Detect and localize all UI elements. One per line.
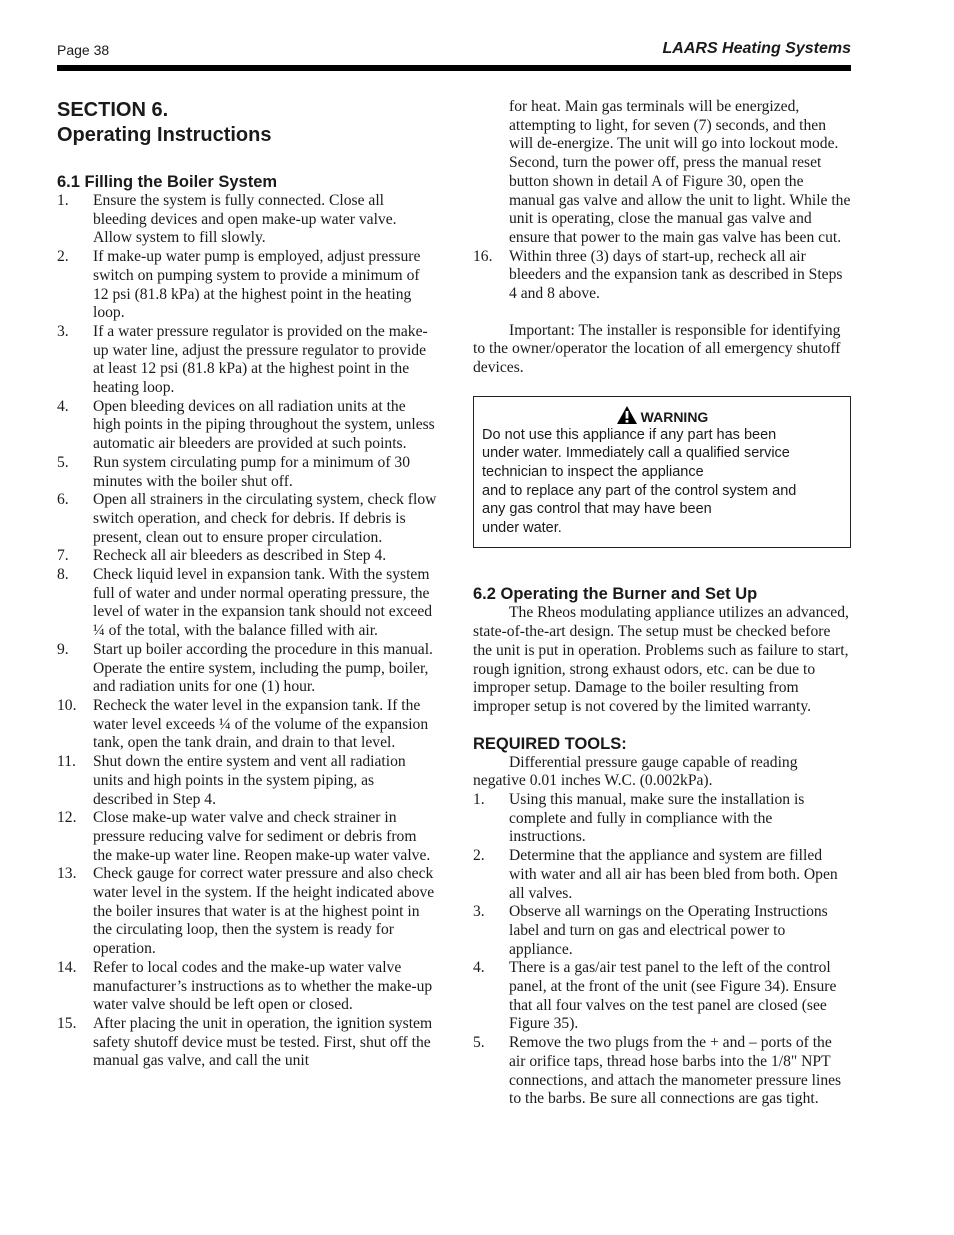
burner-intro: The Rheos modulating appliance utilizes an advanced, state-of-the-art design. The setup must be checked before the unit is put in operation. Problems such as failure to start, rough ignition, strong exhaust odors, etc. can be due to improper setup. Damage to the boiler resulting from improper setup is not covered by the limited warranty. (473, 604, 849, 715)
list-item: 8. Check liquid level in expansion tank. With the system full of water and under normal operating pressure, the level of water in the expansion tank should not exceed ¼ of the total, with the balance filled with air. (57, 566, 433, 640)
right-column (473, 98, 851, 1109)
list-item: 12. Close make-up water valve and check strainer in pressure reducing valve for sediment or debris from the make-up water line. Reopen make-up water valve. (57, 809, 431, 864)
list-item: 5. Run system circulating pump for a minimum of 30 minutes with the boiler shut off. (57, 453, 411, 490)
list-item: 5. Remove the two plugs from the + and – ports of the air orifice taps, thread hose barbs into the 1/8" NPT connections, and attach the manometer pressure lines to the barbs. Be sure all connections are gas tight. (473, 1034, 842, 1108)
list-item: 2. Determine that the appliance and system are filled with water and all air has been bled from both. Open all valves. (473, 847, 838, 902)
list-item: 14. Refer to local codes and the make-up water valve manufacturer’s instructions as to whether the make-up water valve should be left open or closed. (57, 958, 433, 1014)
warning-title: WARNING (640, 408, 709, 425)
required-tools-title: REQUIRED TOOLS: (473, 734, 627, 753)
list-item: 3. If a water pressure regulator is provided on the make-up water line, adjust the pressure regulator to provide at least 12 psi (81.8 kPa) at the highest point in the heating loop. (57, 322, 428, 397)
section-name: Operating Instructions (57, 124, 272, 146)
list-item: 13. Check gauge for correct water pressure and also check water level in the system. If the height indicated above the boiler insures that water is at the highest point in the circulating loop, then the system is ready for operation. (57, 865, 435, 958)
warning-line: under water. Immediately call a qualified service (482, 445, 790, 462)
tools-intro: Differential pressure gauge capable of reading negative 0.01 inches W.C. (0.002kPa). (473, 753, 798, 790)
left-column (57, 98, 437, 1071)
subsection-title-filling: 6.1 Filling the Boiler System (57, 173, 278, 191)
list-item: 16. Within three (3) days of start-up, recheck all air bleeders and the expansion tank as described in Steps 4 and 8 above. (473, 247, 843, 303)
warning-header (482, 405, 842, 426)
page-header (57, 40, 851, 60)
warning-line: under water. (482, 519, 562, 536)
setup-steps (473, 791, 851, 1109)
warning-line: any gas control that may have been (482, 501, 712, 518)
brand-title: LAARS Heating Systems (662, 40, 851, 57)
list-item: 1. Ensure the system is fully connected. Close all bleeding devices and open make-up water valve. Allow system to fill slowly. (57, 192, 397, 247)
list-item: 4. There is a gas/air test panel to the left of the control panel, at the front of the unit (see Figure 34). Ensure that all four valves on the test panel are closed (see Figure 35). (473, 959, 837, 1033)
step-15-continued: for heat. Main gas terminals will be energized, attempting to light, for seven (7) seconds, and then will de-energize. The unit will go into lockout mode. Second, turn the power off, press the manual reset button shown in detail A of Figure 30, open the manual gas valve and allow the unit to light. While the unit is operating, close the manual gas valve and ensure that power to the main gas valve has been cut. (509, 98, 851, 246)
filling-steps (57, 192, 437, 1071)
section-number: SECTION 6. (57, 99, 169, 121)
list-item: 1. Using this manual, make sure the installation is complete and fully in compliance with the instructions. (473, 791, 805, 846)
header-rule (57, 65, 851, 71)
list-item: 3. Observe all warnings on the Operating Instructions label and turn on gas and electrical power to appliance. (473, 903, 828, 958)
list-item: 10. Recheck the water level in the expansion tank. If the water level exceeds ¼ of the volume of the expansion tank, open the tank drain, and drain to that level. (57, 696, 429, 752)
warning-icon (616, 405, 638, 425)
subsection-title-burner: 6.2 Operating the Burner and Set Up (473, 585, 758, 604)
warning-line: Do not use this appliance if any part has been (482, 426, 777, 443)
warning-line: technician to inspect the appliance (482, 464, 704, 481)
warning-line: and to replace any part of the control system and (482, 482, 797, 499)
list-item: 15. After placing the unit in operation, the ignition system safety shutoff device must be tested. First, shut off the manual gas valve, and call the unit (57, 1014, 433, 1070)
warning-box (473, 396, 851, 549)
important-note: Important: The installer is responsible for identifying to the owner/operator the location of all emergency shutoff devices. (473, 321, 841, 377)
list-item: 6. Open all strainers in the circulating system, check flow switch operation, and check for debris. If debris is present, clean out to ensure proper circulation. (57, 491, 437, 546)
filling-steps-continued (473, 248, 851, 304)
list-item: 11. Shut down the entire system and vent all radiation units and high points in the system piping, as described in Step 4. (57, 753, 406, 808)
list-item: 4. Open bleeding devices on all radiation units at the high points in the piping throughout the system, unless automatic air bleeders are provided at such points. (57, 397, 435, 453)
list-item: 2. If make-up water pump is employed, adjust pressure switch on pumping system to provide a minimum of 12 psi (81.8 kPa) at the highest point in the heating loop. (57, 248, 421, 322)
section-title (57, 98, 437, 148)
list-item: 9. Start up boiler according the procedure in this manual. Operate the entire system, including the pump, boiler, and radiation units for one (1) hour. (57, 640, 433, 696)
list-item: 7. Recheck all air bleeders as described in Step 4. (57, 547, 387, 565)
page-number: Page 38 (57, 42, 110, 58)
